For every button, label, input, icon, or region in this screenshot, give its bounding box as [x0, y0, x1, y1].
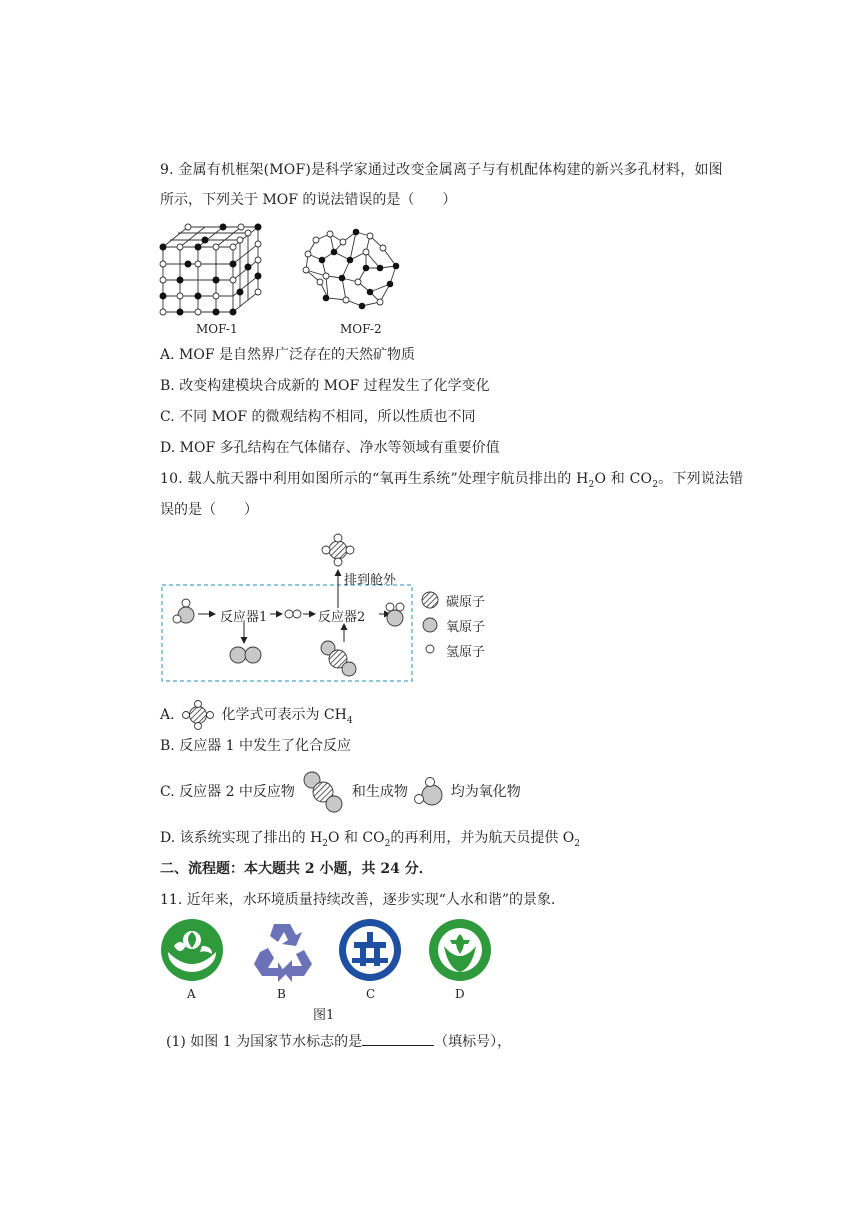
q9-option-d: D. MOF 多孔结构在气体储存、净水等领域有重要价值 — [160, 440, 500, 456]
mof2-structure-figure — [298, 222, 403, 312]
exhaust-label: 排到舱外 — [344, 573, 397, 588]
q9-stem-line1: 9. 金属有机框架(MOF)是科学家通过改变金属离子与有机配体构建的新兴多孔材料，如图 — [160, 162, 723, 178]
q9-stem-line2: 所示，下列关于 MOF 的说法错误的是（ ） — [160, 192, 457, 208]
q10-option-c: C. 反应器 2 中反应物 和生成物 均为氧化物 — [160, 771, 521, 811]
reactor2-label: 反应器2 — [318, 610, 366, 625]
q9-option-b: B. 改变构建模块合成新的 MOF 过程发生了化学变化 — [160, 378, 490, 394]
mof1-structure-figure — [158, 222, 268, 317]
q10-stem-line1: 10. 载人航天器中利用如图所示的“氧再生系统”处理宇航员排出的 $H_2O$ 和 $CO_2$。下列说法错 — [160, 471, 744, 490]
logo-a-water-saving — [160, 918, 224, 982]
methane-molecule-icon — [181, 700, 215, 730]
legend-oxygen: 氧原子 — [446, 620, 486, 635]
co2-molecule-icon — [299, 771, 347, 813]
reactor1-label: 反应器1 — [220, 610, 268, 625]
section2-heading: 二、流程题：本大题共 2 小题，共 24 分． — [160, 861, 433, 877]
q11-sub1: (1) 如图 1 为国家节水标志的是 （填标号）， — [166, 1031, 511, 1052]
logo-label-a: A — [187, 987, 196, 1001]
q10-stem-line2: 误的是（ ） — [160, 502, 258, 518]
mof2-caption: MOF-2 — [340, 322, 382, 336]
logo-label-b: B — [277, 987, 286, 1001]
logo-b-recycle — [250, 918, 314, 982]
water-molecule-icon — [412, 777, 446, 807]
q9-option-c: C. 不同 MOF 的微观结构不相同，所以性质也不同 — [160, 409, 476, 425]
q10-option-b: B. 反应器 1 中发生了化合反应 — [160, 738, 351, 754]
logo-d-green-food — [428, 918, 492, 982]
logo-c-blue-emblem — [338, 918, 402, 982]
legend-carbon: 碳原子 — [446, 595, 486, 610]
figure1-caption: 图1 — [313, 1008, 335, 1023]
q9-option-a: A. MOF 是自然界广泛存在的天然矿物质 — [160, 347, 415, 363]
q10-option-a: A. 化学式可表示为 $CH_4$ — [160, 700, 353, 731]
q11-stem: 11. 近年来，水环境质量持续改善，逐步实现“人水和谐”的景象． — [160, 892, 566, 908]
legend-hydrogen: 氢原子 — [446, 645, 486, 660]
answer-blank[interactable] — [362, 1031, 434, 1046]
methane-molecule-top — [322, 534, 354, 566]
q10-option-d: D. 该系统实现了排出的 $H_2O$ 和 $CO_2$的再利用，并为航天员提供 $O_2$ — [160, 830, 581, 849]
logo-label-d: D — [455, 987, 465, 1001]
mof1-caption: MOF-1 — [196, 322, 238, 336]
logo-label-c: C — [366, 987, 376, 1001]
